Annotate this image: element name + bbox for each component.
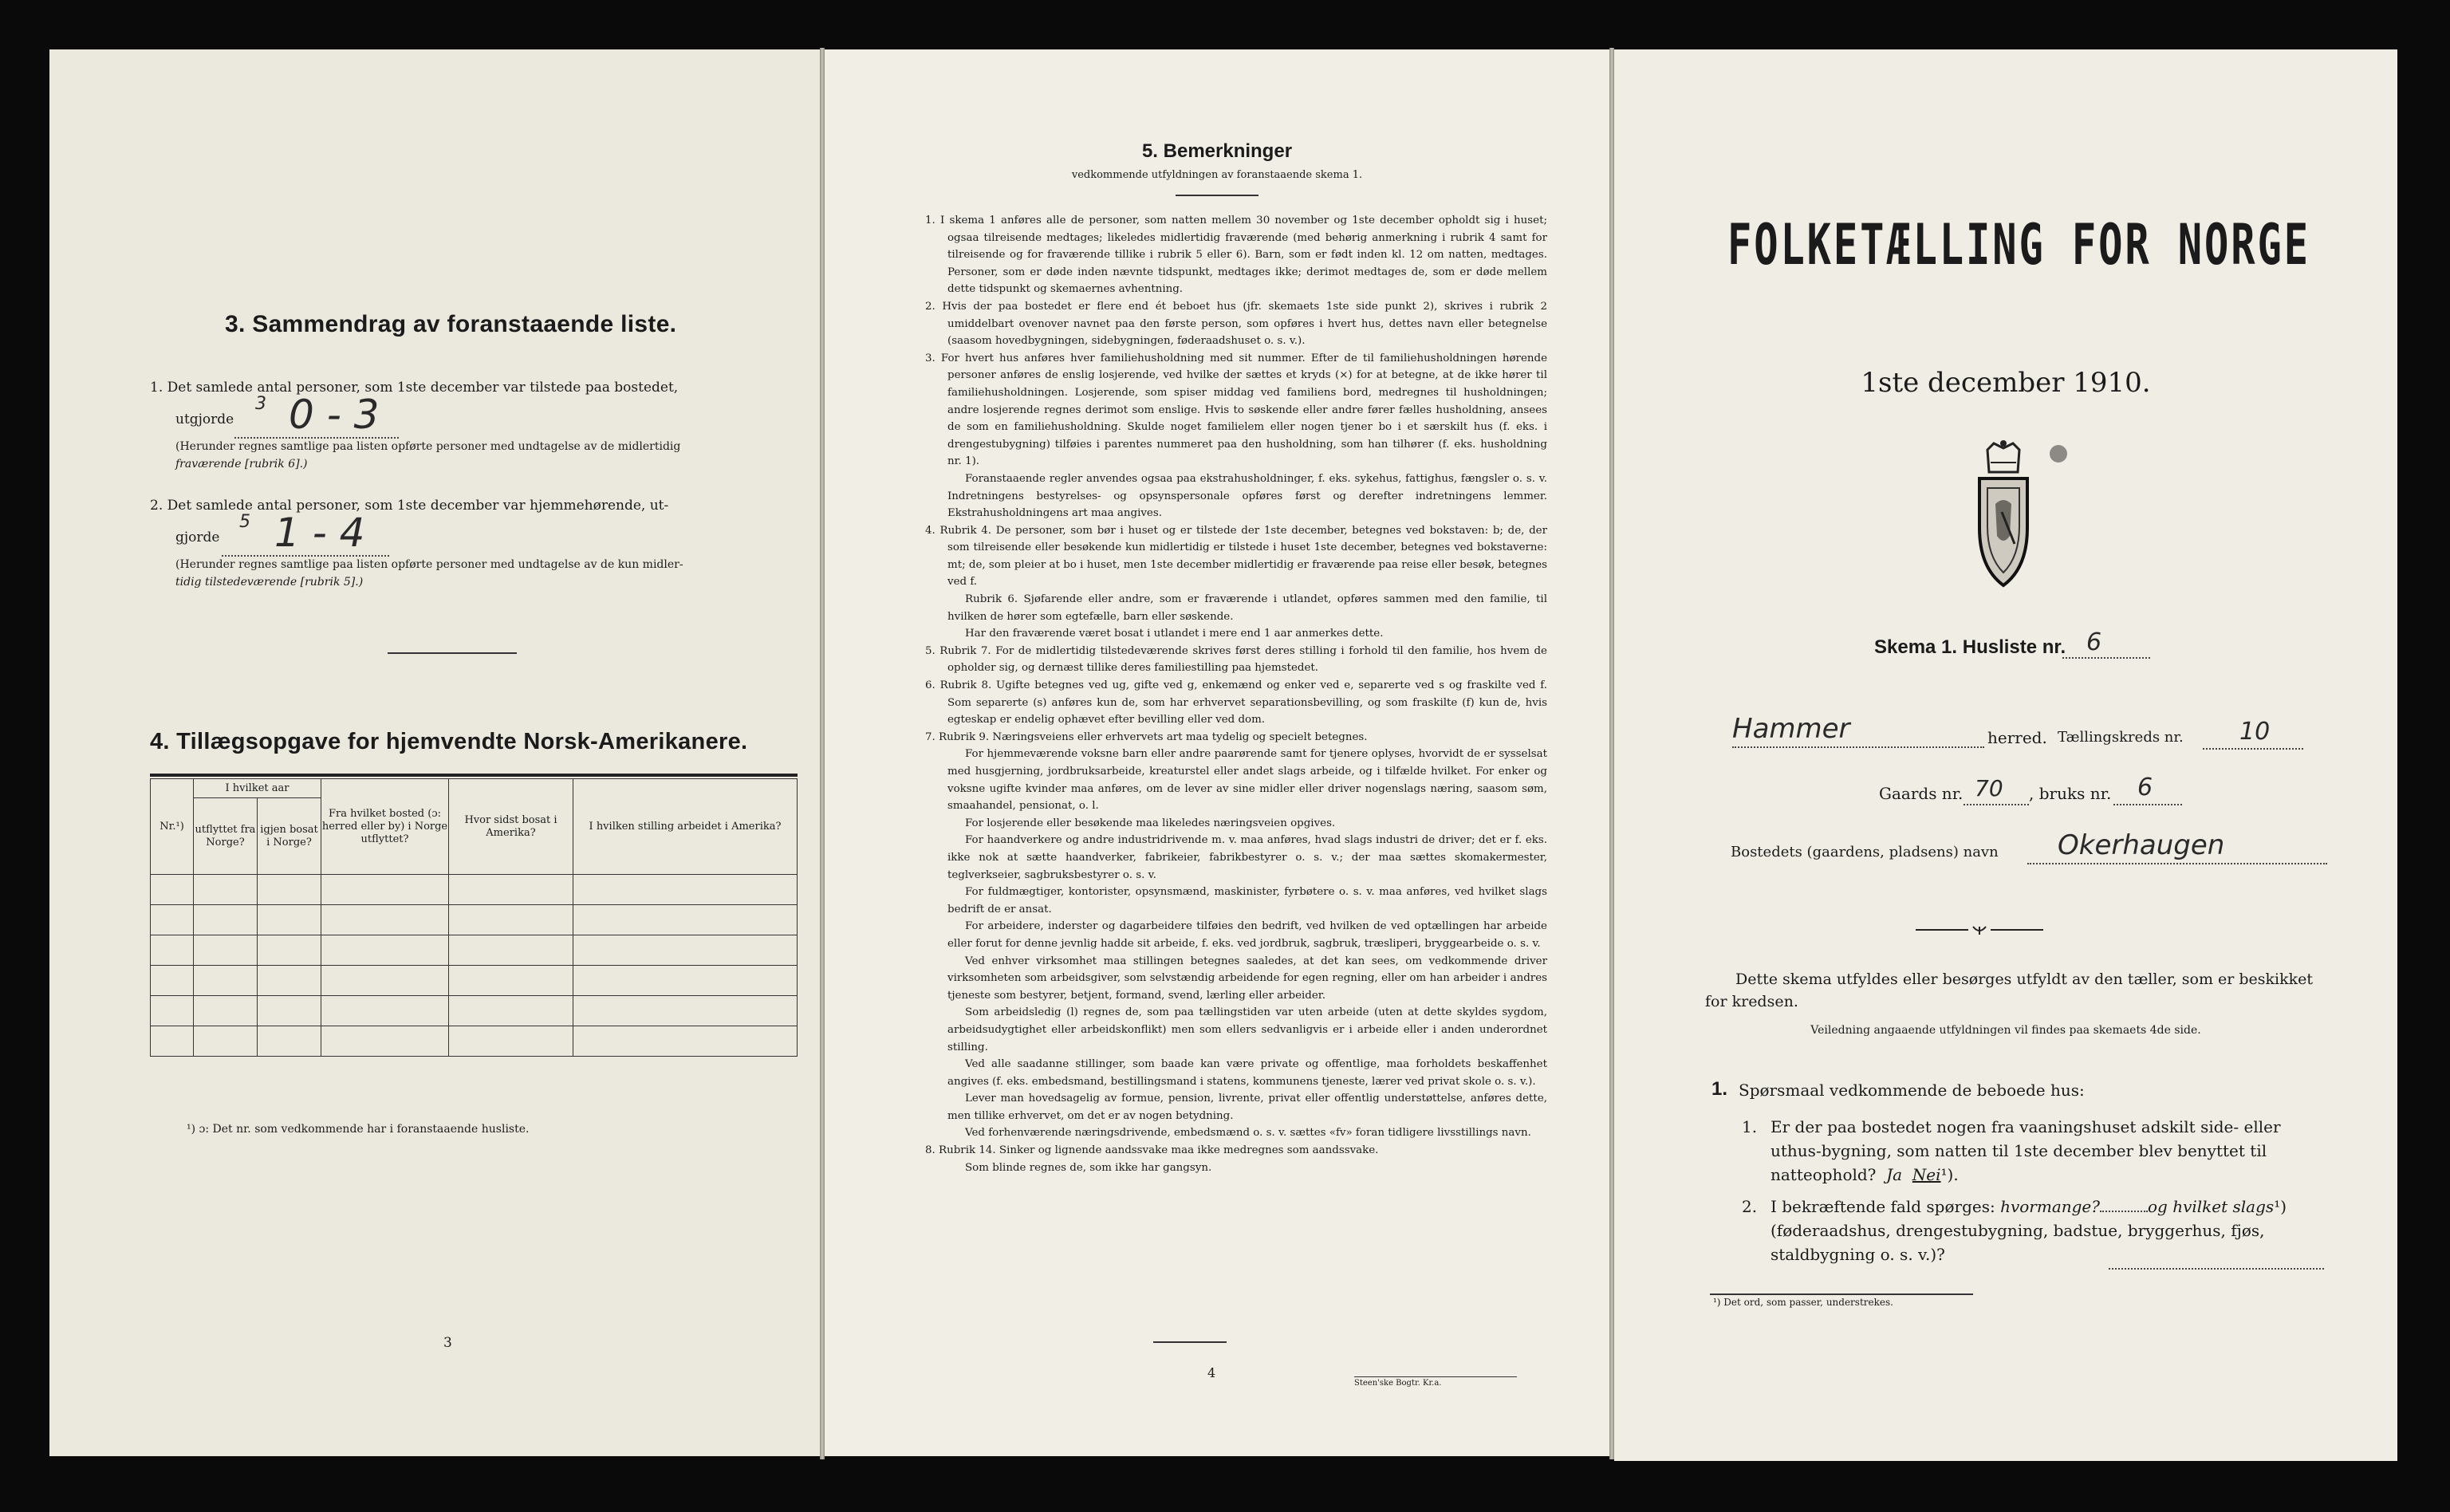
section-4-title: 4. Tillægsopgave for hjemvendte Norsk-Amerikanere. — [150, 729, 748, 754]
ink-blot-icon — [2048, 443, 2069, 464]
s3-item2-note-1: (Herunder regnes samtlige paa listen opførte personer med undtagelse av de kun midler- — [175, 558, 683, 571]
question-2 — [1771, 1195, 2329, 1266]
census-date: 1ste december 1910. — [1861, 367, 2151, 399]
page-middle — [825, 49, 1609, 1456]
q1-sup: ¹). — [1940, 1165, 1959, 1184]
s3-item1-utgjorde: utgjorde — [175, 411, 234, 427]
s3-item1-hand-value: 0 - 3 — [234, 392, 399, 439]
footnote-rule — [1710, 1293, 1973, 1295]
q2-a: I bekræftende fald spørges: — [1771, 1197, 1995, 1216]
bemerkninger-list — [925, 212, 1547, 1176]
bosted-label: Bostedets (gaardens, pladsens) navn — [1731, 844, 1999, 860]
question-1 — [1771, 1115, 2329, 1187]
remark-paragraph: Ved forhenværende næringsdrivende, embedsmænd o. s. v. sættes «fv» foran tidligere livsstillings navn. — [965, 1127, 1531, 1140]
s3-item2-note-2: tidig tilstedeværende [rubrik 5].) — [175, 576, 364, 589]
remark-paragraph: For arbeidere, inderster og dagarbeidere tilføies den bedrift, ved hvilken de ved optællingen har arbeide eller forut for denne jevnlig hadde sit arbeide, f. eks. ved jordbruk, sagbruk, træsliperi, bryggearbeide o. s. v. — [947, 920, 1547, 950]
remark-paragraph: 2. Hvis der paa bostedet er flere end ét beboet hus (jfr. skemaets 1ste side punkt 2), skrives i rubrik 2 umiddelbart ovenover navnet paa den første person, som opføres i hvert hus, dettes navn eller betegnelse (saasom hovedbygningen, sidebygningen, føderaadshuset o. s. v.). — [925, 300, 1547, 348]
page-number: 4 — [1207, 1365, 1216, 1380]
th-nr: Nr.¹) — [151, 779, 194, 875]
printer-imprint: Steen'ske Bogtr. Kr.a. — [1354, 1376, 1517, 1388]
th-stilling: I hvilken stilling arbeidet i Amerika? — [573, 779, 798, 875]
remark-paragraph: For haandverkere og andre industridrivende m. v. maa anføres, hvad slags industri de driver; det er f. eks. ikke nok at sætte haandverker, fabrikeier, fabrikbestyrer o. s. v.; der maa sættes skomakermester, teglverkseier, sagbruksbestyrer o. s. v. — [947, 834, 1547, 881]
q2-d: ¹) — [2274, 1197, 2287, 1216]
remark-paragraph: 4. Rubrik 4. De personer, som bør i huset og er tilstede der 1ste december, betegnes ved bokstaven: b; de, der som tilreisende eller besøkende kun midlertidig er tilstede i huset 1ste december, betegnes ved bokstaverne: mt; de, som pleier at bo i huset, men 1ste december midlertidig er fraværende paa reise eller besøk, betegnes ved f. — [925, 524, 1547, 589]
divider — [388, 652, 517, 654]
census-title: FOLKETÆLLING FOR NORGE — [1727, 212, 2310, 278]
q2-e: (føderaadshus, drengestubygning, badstue, bryggerhus, fjøs, staldbygning o. s. v.)? — [1771, 1221, 2265, 1264]
s3-item2-hand-small: 5 — [239, 512, 250, 532]
s3-item2-line: 2. Det samlede antal personer, som 1ste december var hjemmehørende, ut- — [150, 498, 669, 514]
section-4-rule — [150, 774, 798, 777]
remark-paragraph: Som arbeidsledig (l) regnes de, som paa tællingstiden var uten arbeide (uten at dette skyldes sygdom, arbeidsudygtighet eller arbeidskonflikt) men som ellers sedvanligvis er i arbeide eller i anden underordnet stilling. — [947, 1006, 1547, 1053]
remark-paragraph: For hjemmeværende voksne barn eller andre paarørende samt for tjenere oplyses, hvorvidt de er sysselsat med husgjerning, jordbruksarbeide, kreaturstel eller andet slags arbeide, og i tilfælde hvilket. For enker og voksne ugifte kvinder maa anføres, om de lever av sine midler eller driver nogenslags næring, saasom søm, smaahandel, pensionat, o. l. — [947, 748, 1547, 813]
page-left — [49, 49, 821, 1456]
remark-paragraph: Har den fraværende været bosat i utlandet i mere end 1 aar anmerkes dette. — [965, 628, 1384, 640]
q2-c: og hvilket slags — [2148, 1197, 2275, 1216]
bruks-label: , bruks nr. — [2029, 784, 2112, 803]
bosted-value: Okerhaugen — [2027, 828, 2327, 864]
remark-paragraph: Ved enhver virksomhet maa stillingen betegnes saaledes, at det kan sees, om vedkommende driver virksomheten som arbeidsgiver, som selvstændig arbeidende for egen regning, eller om han arbeider i andres tjeneste som bestyrer, betjent, formand, svend, lærling eller arbeider. — [947, 955, 1547, 1002]
th-utflyttet: utflyttet fra Norge? — [194, 798, 258, 875]
q1-nei: Nei — [1912, 1165, 1941, 1184]
ornament-divider-icon — [1916, 923, 2043, 936]
section-3-title: 3. Sammendrag av foranstaaende liste. — [225, 311, 677, 337]
table-row — [151, 905, 798, 935]
s3-item2-hand-value: 1 - 4 — [222, 510, 389, 557]
gaards-label: Gaards nr. — [1879, 784, 1964, 803]
kreds-nr-value: 10 — [2203, 716, 2303, 750]
kreds-label: Tællingskreds nr. — [2058, 729, 2184, 746]
remark-paragraph: Lever man hovedsagelig av formue, pension, livrente, privat eller offentlig understøttelse, anføres dette, men tillike erhvervet, om det er av nogen betydning. — [947, 1093, 1547, 1122]
divider — [1176, 195, 1258, 196]
s3-item1-hand-small: 3 — [255, 394, 266, 414]
q2-number: 2. — [1742, 1197, 1758, 1216]
remark-paragraph: 8. Rubrik 14. Sinker og lignende aandssvake maa ikke medregnes som aandssvake. — [925, 1144, 1379, 1157]
th-group: I hvilket aar — [194, 779, 321, 798]
q2-b: hvormange? — [2000, 1197, 2100, 1216]
remark-paragraph: Ved alle saadanne stillinger, som baade kan være private og offentlige, maa forholdets beskaffenhet angives (f. eks. embedsmand, bestillingsmand i statens, kommunens tjeneste, lærer ved privat skole o. s. v.). — [947, 1058, 1547, 1088]
table-row — [151, 996, 798, 1026]
remark-paragraph: 7. Rubrik 9. Næringsveiens eller erhvervets art maa tydelig og specielt betegnes. — [925, 730, 1368, 743]
bemerkninger-subtitle: vedkommende utfyldningen av foranstaaende skema 1. — [1071, 169, 1363, 181]
table-row — [151, 966, 798, 996]
table-row — [151, 875, 798, 905]
th-fra-hvilket: Fra hvilket bosted (ɔ: herred eller by) i Norge utflyttet? — [321, 779, 449, 875]
remark-paragraph: For fuldmægtiger, kontorister, opsynsmænd, maskinister, fyrbøtere o. s. v. maa anføres, ved hvilket slags bedrift de er ansat. — [947, 886, 1547, 915]
table-row — [151, 935, 798, 966]
page-fold — [820, 48, 825, 1459]
table-row — [151, 1026, 798, 1057]
remark-paragraph: Som blinde regnes de, som ikke har gangsyn. — [965, 1161, 1212, 1174]
remark-paragraph: 6. Rubrik 8. Ugifte betegnes ved ug, gifte ved g, enkemænd og enker ved e, separerte ved s og fraskilte ved f. Som separerte (s) anføres kun de, som har erhvervet separationsbevilling, og som fraskilte (f) kun de, hvis egteskap er endelig ophævet efter bevilling eller ved dom. — [925, 679, 1547, 726]
skema-label: Skema 1. Husliste nr. — [1874, 636, 2066, 658]
questions-heading: Spørsmaal vedkommende de beboede hus: — [1739, 1081, 2085, 1100]
remark-paragraph: 3. For hvert hus anføres hver familiehusholdning med sit nummer. Efter de til familiehusholdningen hørende personer anføres de enslig losjerende, ved hvilke der sættes et kryds (×) for at betegne, at de ikke hører til familiehusholdningen. Losjerende, som spiser middag ved familiens bord, medregnes til husholdningen; andre losjerende regnes derimot som enslige. Hvis to søskende eller andre fører fælles husholdning, ansees de som en familiehusholdning. Skulde noget familielem eller nogen tjener bo i et særskilt hus (f. eks. i drengestubygning) tilføies i parentes nummeret paa den husholdning, som han tilhører (f. eks. husholdning nr. 1). — [925, 352, 1547, 468]
page-right — [1614, 49, 2397, 1461]
remark-paragraph: 5. Rubrik 7. For de midlertidig tilstedeværende skrives først deres stilling i forhold til den familie, hos hvem de opholder sig, og dernæst tillike deres familiestilling paa hjemstedet. — [925, 644, 1547, 675]
gaards-nr-value: 70 — [1964, 774, 2029, 805]
q1-text: Er der paa bostedet nogen fra vaaningshuset adskilt side- eller uthus-bygning, som natten til 1ste december blev benyttet til natteophold? — [1771, 1117, 2281, 1184]
page-number: 3 — [443, 1335, 452, 1351]
bruks-nr-value: 6 — [2113, 772, 2182, 805]
remark-paragraph: 1. I skema 1 anføres alle de personer, som natten mellem 30 november og 1ste december opholdt sig i huset; ogsaa tilreisende medtages; likeledes midlertidig fraværende (med behørig anmerkning i rubrik 4 samt for tilreisende og for fraværende tillike i rubrik 5 eller 6). Barn, som er født inden kl. 12 om natten, medtages. Personer, som er døde inden nævnte tidspunkt, medtages ikke; derimot medtages de, som er døde mellem dette tidspunkt og skemaernes avhentning. — [925, 215, 1547, 296]
husliste-nr-value: 6 — [2062, 628, 2150, 659]
remark-paragraph: Rubrik 6. Sjøfarende eller andre, som er fraværende i utlandet, opføres sammen med den familie, til hvilken de hører som egtefælle, barn eller søskende. — [947, 593, 1547, 623]
instruction-note: Veiledning angaaende utfyldningen vil findes paa skemaets 4de side. — [1810, 1024, 2201, 1037]
th-hvor-sidst: Hvor sidst bosat i Amerika? — [449, 779, 573, 875]
questions-number: 1. — [1711, 1078, 1728, 1100]
remark-paragraph: Foranstaaende regler anvendes ogsaa paa ekstrahusholdninger, f. eks. sykehus, fattighus, fængsler o. s. v. Indretningens bestyrelses- og opsynspersonale opføres først og derefter indretningens lemmer. Ekstrahusholdningens art maa angives. — [947, 472, 1547, 520]
remark-paragraph: For losjerende eller besøkende maa likeledes næringsveien opgives. — [965, 817, 1336, 829]
footnote: ¹) Det ord, som passer, understrekes. — [1713, 1297, 1893, 1308]
bemerkninger-title: 5. Bemerkninger — [1141, 140, 1293, 162]
s3-item1-note-1: (Herunder regnes samtlige paa listen opførte personer med undtagelse av de midlertidig — [175, 440, 681, 453]
herred-value: Hammer — [1732, 711, 1984, 748]
tillaeg-table — [150, 778, 798, 1057]
q1-number: 1. — [1742, 1117, 1758, 1136]
page-fold — [1609, 48, 1614, 1459]
divider — [1153, 1341, 1227, 1343]
s3-item1-line: 1. Det samlede antal personer, som 1ste december var tilstede paa bostedet, — [150, 380, 679, 396]
instruction-text: Dette skema utfyldes eller besørges utfyldt av den tæller, som er beskikket for kredsen. — [1705, 971, 2314, 1010]
table-footnote: ¹) ɔ: Det nr. som vedkommende har i foranstaaende husliste. — [187, 1123, 530, 1136]
s3-item2-gjorde: gjorde — [175, 530, 220, 545]
th-igjen: igjen bosat i Norge? — [258, 798, 321, 875]
herred-label: herred. — [1987, 728, 2047, 747]
q1-ja: Ja — [1886, 1165, 1903, 1184]
s3-item1-note-2: fraværende [rubrik 6].) — [175, 458, 308, 471]
coat-of-arms-icon — [1956, 440, 2051, 592]
